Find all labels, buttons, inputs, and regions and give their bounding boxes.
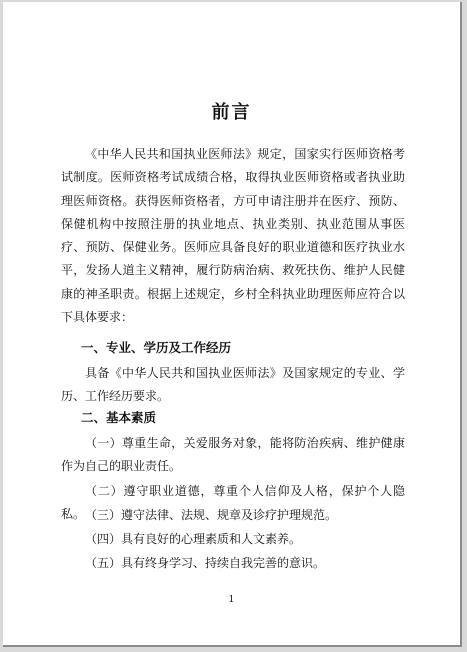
qualifications-paragraph: 具备《中华人民共和国执业医师法》及国家规定的专业、学历、工作经历要求。 <box>61 366 405 404</box>
page-title: 前言 <box>211 102 252 123</box>
quality-item-5: （五）具有终身学习、持续自我完善的意识。 <box>85 556 326 570</box>
intro-paragraph: 《中华人民共和国执业医师法》规定，国家实行医师资格考试制度。医师资格考试成绩合格，取得执业医师资格或者执业助理医师资格。获得医师资格者，方可申请注册并在医疗、预防、保健机构中按照注册的执业地点、执业类别、执业范围从事医疗、预防、保健业务。医师应具备良好的职业道德和医疗执业水平，发扬人道主义精神，履行防病治病、救死扶伤、维护人民健康的神圣职责。根据上述规定，乡村全科执业助理医师应符合以下具体要求： <box>61 147 405 325</box>
quality-item-1: （一）尊重生命，关爱服务对象，能将防治疾病、维护健康作为自己的职业责任。 <box>61 436 405 474</box>
quality-item-4: （四）具有良好的心理素质和人文素养。 <box>85 532 302 546</box>
document-page <box>3 2 462 647</box>
section-heading-qualifications: 一、专业、学历及工作经历 <box>81 340 232 355</box>
quality-item-2: （二）遵守职业道德，尊重个人信仰及人格，保护个人隐私。 <box>61 484 405 522</box>
page-number: 1 <box>228 595 235 605</box>
section-heading-basic-qualities: 二、基本素质 <box>81 410 157 425</box>
quality-item-3: （三）遵守法律、法规、规章及诊疗护理规范。 <box>85 508 338 522</box>
